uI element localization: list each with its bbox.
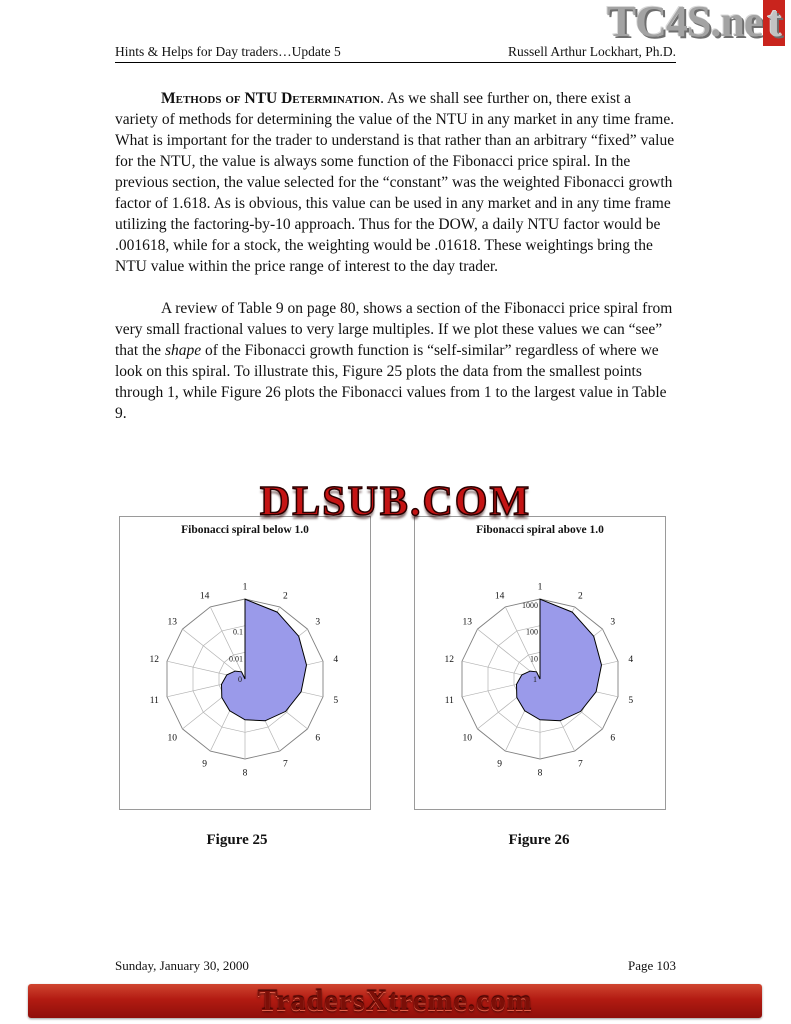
paragraph-lead-smallcaps: Methods of NTU Determination: [161, 90, 381, 107]
figure-25-caption: Figure 25: [206, 832, 268, 848]
spoke-line: [210, 607, 245, 679]
footer-date: Sunday, January 30, 2000: [115, 958, 249, 973]
figure-26-radar-chart: [415, 541, 665, 807]
footer-page-number: Page 103: [627, 958, 676, 973]
header-author: Russell Arthur Lockhart, Ph.D.: [508, 44, 676, 59]
spoke-label: 9: [497, 759, 502, 770]
spoke-label: 9: [202, 759, 207, 770]
tc4s-watermark-text: TC4S.ne: [606, 0, 763, 46]
center-label: 0: [238, 675, 242, 684]
spoke-label: 8: [537, 768, 543, 779]
article-body: [115, 88, 676, 424]
spoke-label: 13: [462, 617, 473, 628]
paragraph-text: . As we shall see further on, there exist a variety of methods for determining the value of the NTU in any market in any time frame. What is important for the trader to understand is that rather than an arbitrary “fixed” value for the NTU, the value is always some function of the Fibonacci price spiral. In the previous section, the value selected for the “constant” was the weighted Fibonacci growth factor of 1.618. As is obvious, this value can be used in any market and in any time frame utilizing the factoring-by-10 approach. Thus for the DOW, a daily NTU factor would be .001618, while for a stock, the weighting would be .01618. These weightings bring the NTU value within the price range of interest to the day trader.: [115, 90, 675, 275]
spoke-label: 10: [462, 733, 473, 744]
figure-26-chart-box: [414, 516, 666, 810]
tradersxtreme-banner: [28, 984, 762, 1018]
ring-label: 1000: [522, 601, 538, 610]
spoke-label: 6: [610, 733, 616, 744]
paragraph-text: A review of Table 9 on page 80, shows a section of the Fibonacci price spiral from very small fractional values to very large multiples. If we plot these values we can “see” that the: [115, 300, 673, 359]
spoke-label: 4: [333, 654, 339, 665]
spoke-label: 5: [628, 696, 634, 707]
header-rule: [115, 62, 676, 63]
ring-label: 0.01: [229, 654, 243, 664]
spoke-label: 7: [283, 759, 288, 770]
spoke-label: 3: [315, 617, 321, 628]
paragraph-review: [115, 298, 676, 424]
spoke-label: 5: [333, 696, 339, 707]
paragraph-methods: [115, 88, 676, 277]
spoke-label: 1: [242, 582, 248, 593]
spoke-label: 10: [167, 733, 178, 744]
spoke-label: 7: [578, 759, 583, 770]
ring-label: 10: [530, 654, 538, 664]
ring-label: 100: [526, 627, 538, 637]
tradersxtreme-banner-text: TradersXtreme.com: [257, 984, 533, 1017]
dlsub-watermark: DLSUB.COM: [259, 479, 532, 525]
spoke-label: 2: [283, 591, 288, 602]
spoke-label: 14: [199, 591, 210, 602]
spoke-label: 14: [494, 591, 505, 602]
italic-word: shape: [164, 342, 202, 359]
figure-25-chart-box: [119, 516, 371, 810]
spoke-line: [505, 607, 540, 679]
spoke-label: 6: [315, 733, 321, 744]
spoke-label: 12: [149, 654, 160, 665]
ring-label: 0.1: [233, 627, 243, 637]
spoke-label: 4: [628, 654, 634, 665]
spoke-label: 8: [242, 768, 248, 779]
chart-title-below-1: Fibonacci spiral below 1.0: [181, 524, 309, 536]
spoke-label: 13: [167, 617, 178, 628]
spoke-label: 3: [610, 617, 616, 628]
tc4s-watermark: [607, 0, 785, 47]
figure-26-caption: Figure 26: [508, 832, 570, 848]
figure-25-radar-chart: [120, 541, 370, 807]
header-left: Hints & Helps for Day traders…Update 5: [115, 44, 341, 59]
spoke-label: 11: [444, 696, 454, 707]
center-label: 1: [533, 675, 537, 684]
spoke-label: 11: [149, 696, 159, 707]
spoke-label: 2: [578, 591, 583, 602]
spoke-label: 12: [444, 654, 455, 665]
paragraph-text: of the Fibonacci growth function is “self-similar” regardless of where we look on this spiral. To illustrate this, Figure 25 plots the data from the smallest points through 1, while Figure 26 plots the Fibonacci values from 1 to the largest value in Table 9.: [115, 342, 667, 422]
chart-title-above-1: Fibonacci spiral above 1.0: [476, 524, 604, 536]
spoke-label: 1: [537, 582, 543, 593]
tc4s-watermark-red-letter: t: [763, 0, 785, 46]
